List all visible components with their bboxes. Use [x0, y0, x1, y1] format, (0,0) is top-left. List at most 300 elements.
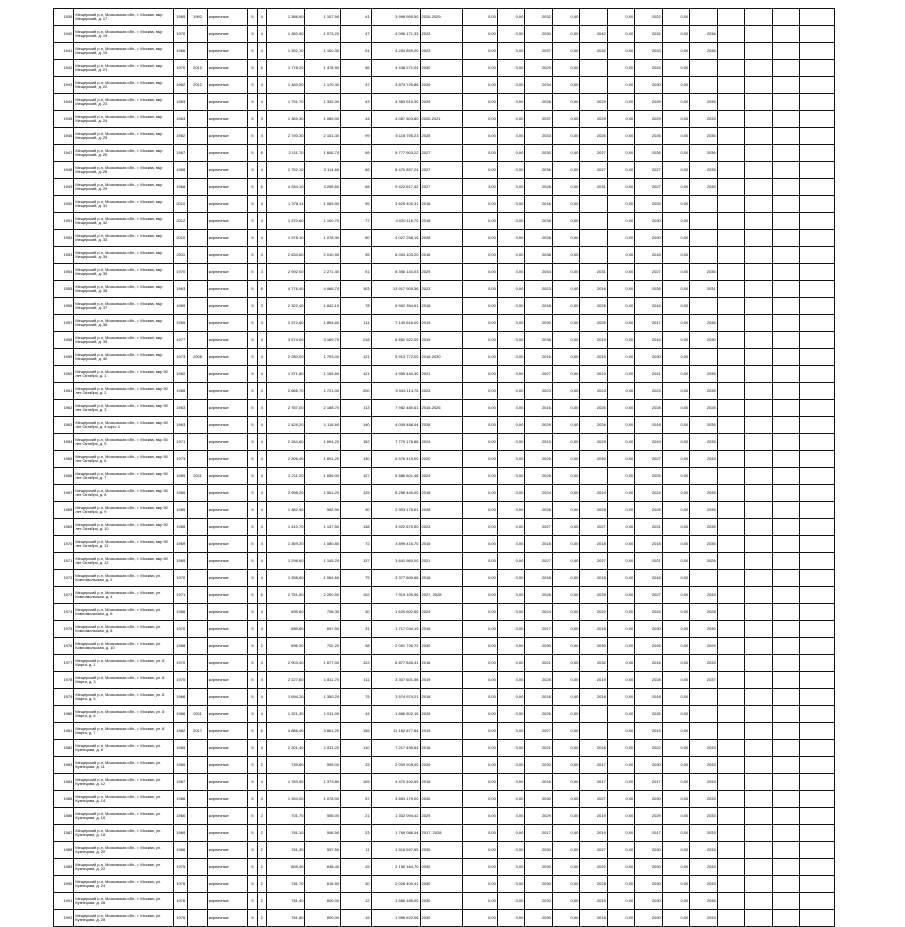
cell-empty — [717, 281, 744, 298]
cell-f9 — [690, 723, 717, 740]
cell-fl: 5 — [248, 145, 257, 162]
cell-f9: 2028 — [690, 604, 717, 621]
cell-f5: 2027 — [580, 162, 607, 179]
cell-en: 4 — [257, 689, 266, 706]
cell-cost: 6 004 103,20 — [371, 247, 420, 264]
cell-f2: 0,00 — [497, 162, 524, 179]
cell-y2 — [188, 315, 207, 332]
cell-f6: 0,00 — [607, 468, 634, 485]
cell-fl: 5 — [248, 264, 257, 281]
cell-f2: 0,00 — [497, 366, 524, 383]
cell-fl: 5 — [248, 808, 257, 825]
cell-f4: 0,00 — [552, 451, 579, 468]
cell-en: 4 — [257, 774, 266, 791]
cell-res: 95 — [341, 247, 372, 264]
cell-type: кирпичные — [207, 451, 248, 468]
cell-empty — [772, 655, 799, 672]
cell-n: 1964 — [54, 434, 74, 451]
cell-f3: 2028 — [525, 587, 552, 604]
cell-f8: 0,00 — [662, 876, 689, 893]
cell-years: 2030 — [420, 876, 463, 893]
cell-f6: 0,00 — [607, 60, 634, 77]
cell-cost: 6 576 419,00 — [371, 451, 420, 468]
cell-empty — [800, 723, 835, 740]
cell-f3: 2018 — [525, 298, 552, 315]
cell-f7: 2027 — [635, 264, 662, 281]
cell-f3: 2036 — [525, 162, 552, 179]
cell-y2 — [188, 451, 207, 468]
cell-en: 6 — [257, 281, 266, 298]
cell-f5: 2020 — [580, 859, 607, 876]
cell-f9 — [690, 230, 717, 247]
cell-empty — [745, 366, 772, 383]
cell-f7: 2024 — [635, 604, 662, 621]
cell-empty — [800, 468, 835, 485]
cell-f3: 2018 — [525, 196, 552, 213]
cell-f9: 2035 — [690, 94, 717, 111]
cell-f7: 2029 — [635, 111, 662, 128]
cell-years: 2024 — [420, 604, 463, 621]
cell-y1: 1965 — [174, 757, 188, 774]
cell-y2 — [188, 842, 207, 859]
cell-n: 1963 — [54, 417, 74, 434]
cell-empty — [772, 808, 799, 825]
cell-f5: 2026 — [580, 298, 607, 315]
cell-f3: 2017 — [525, 621, 552, 638]
cell-cost: 1 996 622,06 — [371, 910, 420, 927]
cell-y1: 1966 — [174, 604, 188, 621]
cell-f9: 2036 — [690, 264, 717, 281]
cell-years: 2023 — [420, 43, 463, 60]
cell-type: кирпичные — [207, 757, 248, 774]
cell-f9: 2035 — [690, 485, 717, 502]
cell-empty — [717, 536, 744, 553]
cell-f4: 0,00 — [552, 468, 579, 485]
cell-fl: 5 — [248, 519, 257, 536]
table-row — [54, 247, 835, 264]
table-row — [54, 162, 835, 179]
cell-en: 4 — [257, 213, 266, 230]
cell-f4: 0,00 — [552, 587, 579, 604]
cell-type: кирпичные — [207, 128, 248, 145]
cell-f2: 0,00 — [497, 859, 524, 876]
cell-a1: 1 778,20 — [266, 60, 305, 77]
cell-f1: 0,00 — [463, 145, 498, 162]
cell-f2: 0,00 — [497, 451, 524, 468]
cell-f6: 0,00 — [607, 247, 634, 264]
cell-n: 1985 — [54, 791, 74, 808]
cell-y2 — [188, 332, 207, 349]
cell-empty — [717, 128, 744, 145]
cell-f3: 2017 — [525, 825, 552, 842]
table-row — [54, 468, 835, 485]
cell-f1: 0,00 — [463, 60, 498, 77]
cell-f7: 2024 — [635, 485, 662, 502]
cell-years: 2016-2030 — [420, 349, 463, 366]
cell-y1: 1962 — [174, 128, 188, 145]
cell-years: 2030 — [420, 638, 463, 655]
cell-f8: 0,00 — [662, 94, 689, 111]
cell-f5: 2026 — [580, 128, 607, 145]
cell-addr: Мещерский р-н, Московская обл., г. Москва, мкр Мещерский, д. 19 — [74, 26, 174, 43]
cell-res: 105 — [341, 774, 372, 791]
cell-y1: 1965 — [174, 502, 188, 519]
cell-n: 1966 — [54, 468, 74, 485]
cell-en: 3 — [257, 298, 266, 315]
cell-empty — [717, 740, 744, 757]
cell-res: 78 — [341, 298, 372, 315]
cell-res: 72 — [341, 536, 372, 553]
cell-f3: 2026 — [525, 451, 552, 468]
cell-res: 156 — [341, 723, 372, 740]
cell-f7: 2022 — [635, 740, 662, 757]
cell-empty — [800, 740, 835, 757]
cell-f7: 2029 — [635, 808, 662, 825]
cell-empty — [800, 859, 835, 876]
cell-f9: 2036 — [690, 43, 717, 60]
cell-y2 — [188, 43, 207, 60]
cell-f1: 0,00 — [463, 281, 498, 298]
cell-addr: Мещерский р-н, Московская обл., г. Москва, мкр 50 лет Октября, д. 9 — [74, 502, 174, 519]
cell-y1: 1962 — [174, 77, 188, 94]
cell-fl: 5 — [248, 825, 257, 842]
table-row — [54, 128, 835, 145]
cell-f1: 0,00 — [463, 723, 498, 740]
cell-empty — [717, 417, 744, 434]
cell-cost: 1 769 086,44 — [371, 825, 420, 842]
cell-fl: 5 — [248, 213, 257, 230]
cell-f5: 2031 — [580, 179, 607, 196]
cell-f1: 0,00 — [463, 774, 498, 791]
cell-a1: 2 111,70 — [266, 145, 305, 162]
cell-empty — [800, 417, 835, 434]
cell-y2 — [188, 434, 207, 451]
cell-y2: 2017 — [188, 723, 207, 740]
cell-years: 2027 — [420, 145, 463, 162]
cell-en: 4 — [257, 43, 266, 60]
cell-fl: 5 — [248, 281, 257, 298]
cell-f6: 0,00 — [607, 281, 634, 298]
cell-fl: 5 — [248, 570, 257, 587]
cell-f8: 0,00 — [662, 553, 689, 570]
cell-addr: Мещерский р-н, Московская обл., г. Москва, мкр 50 лет Октября, д. 8 — [74, 485, 174, 502]
cell-f6: 0,00 — [607, 740, 634, 757]
cell-y2 — [188, 655, 207, 672]
cell-addr: Мещерский р-н, Московская обл., г. Москва, мкр Мещерский, д. 36 — [74, 281, 174, 298]
cell-n: 1976 — [54, 638, 74, 655]
cell-y2 — [188, 808, 207, 825]
cell-empty — [717, 230, 744, 247]
cell-cost: 11 182 877,64 — [371, 723, 420, 740]
cell-f4: 0,00 — [552, 315, 579, 332]
cell-years: 2029 — [420, 808, 463, 825]
cell-f6: 0,00 — [607, 859, 634, 876]
cell-years: 2030 — [420, 60, 463, 77]
cell-y2 — [188, 179, 207, 196]
cell-empty — [772, 876, 799, 893]
cell-y1: 1975 — [174, 672, 188, 689]
cell-empty — [745, 349, 772, 366]
cell-empty — [800, 706, 835, 723]
cell-res: 140 — [341, 417, 372, 434]
cell-empty — [772, 26, 799, 43]
cell-cost: 4 005 488,44 — [371, 417, 420, 434]
cell-addr: Мещерский р-н, Московская обл., г. Москва, ул. Кузнецова, д. 22 — [74, 859, 174, 876]
cell-f7: 2026 — [635, 706, 662, 723]
cell-f9: 2033 — [690, 808, 717, 825]
table-row — [54, 893, 835, 910]
cell-f9: 2033 — [690, 757, 717, 774]
cell-addr: Мещерский р-н, Московская обл., г. Москва, ул. 8 Марта, д. 5 — [74, 689, 174, 706]
cell-fl: 5 — [248, 655, 257, 672]
cell-f9: 2033 — [690, 791, 717, 808]
cell-f4: 0,00 — [552, 553, 579, 570]
cell-y2 — [188, 740, 207, 757]
cell-cost: 6 877 845,31 — [371, 655, 420, 672]
cell-cost: 4 383 910,30 — [371, 94, 420, 111]
cell-empty — [772, 366, 799, 383]
cell-empty — [717, 876, 744, 893]
cell-f2: 0,00 — [497, 502, 524, 519]
cell-n: 1970 — [54, 536, 74, 553]
cell-empty — [745, 94, 772, 111]
cell-f4: 0,00 — [552, 417, 579, 434]
cell-addr: Мещерский р-н, Московская обл., г. Москва, ул. Кузнецова, д. 20 — [74, 842, 174, 859]
cell-f4: 0,00 — [552, 162, 579, 179]
cell-empty — [772, 128, 799, 145]
cell-f5 — [580, 230, 607, 247]
cell-empty — [800, 230, 835, 247]
cell-empty — [717, 349, 744, 366]
cell-f2: 0,00 — [497, 876, 524, 893]
cell-res: 41 — [341, 9, 372, 26]
cell-f1: 0,00 — [463, 740, 498, 757]
cell-empty — [772, 553, 799, 570]
cell-f1: 0,00 — [463, 451, 498, 468]
cell-f7: 2017 — [635, 774, 662, 791]
cell-empty — [772, 740, 799, 757]
cell-f8: 0,00 — [662, 791, 689, 808]
cell-f6: 0,00 — [607, 774, 634, 791]
table-row — [54, 9, 835, 26]
cell-f3: 2029 — [525, 808, 552, 825]
cell-f5 — [580, 706, 607, 723]
cell-f8: 0,00 — [662, 77, 689, 94]
cell-a1: 4 776,40 — [266, 281, 305, 298]
cell-empty — [717, 77, 744, 94]
cell-f2: 0,00 — [497, 9, 524, 26]
cell-f2: 0,00 — [497, 400, 524, 417]
cell-a1: 1 791,70 — [266, 94, 305, 111]
table-row — [54, 179, 835, 196]
table-row — [54, 910, 835, 927]
cell-y2 — [188, 893, 207, 910]
cell-f8: 0,00 — [662, 315, 689, 332]
cell-addr: Мещерский р-н, Московская обл., г. Москва, мкр Мещерский, д. 32 — [74, 213, 174, 230]
table-row — [54, 434, 835, 451]
cell-f3: 2019 — [525, 434, 552, 451]
cell-cost: 8 470 897,24 — [371, 162, 420, 179]
cell-f3: 2023 — [525, 281, 552, 298]
cell-f8: 0,00 — [662, 757, 689, 774]
cell-empty — [717, 366, 744, 383]
cell-fl: 5 — [248, 43, 257, 60]
cell-empty — [745, 128, 772, 145]
cell-f3: 2030 — [525, 859, 552, 876]
cell-a2: 1 089,00 — [305, 111, 341, 128]
cell-empty — [745, 519, 772, 536]
cell-a2: 1 373,80 — [305, 774, 341, 791]
cell-a2: 1 116,60 — [305, 417, 341, 434]
cell-f1: 0,00 — [463, 689, 498, 706]
cell-a2: 1 793,00 — [305, 349, 341, 366]
cell-empty — [800, 519, 835, 536]
cell-a2: 1 100,70 — [305, 213, 341, 230]
cell-cost: 3 574 974,21 — [371, 689, 420, 706]
cell-empty — [745, 842, 772, 859]
cell-y2: 2011 — [188, 706, 207, 723]
cell-f3: 2028 — [525, 502, 552, 519]
cell-fl: 5 — [248, 740, 257, 757]
cell-res: 44 — [341, 111, 372, 128]
cell-years: 2028 — [420, 417, 463, 434]
cell-f9 — [690, 77, 717, 94]
cell-f2: 0,00 — [497, 315, 524, 332]
cell-empty — [772, 485, 799, 502]
cell-years: 2024 — [420, 468, 463, 485]
table-row — [54, 842, 835, 859]
cell-addr: Мещерский р-н, Московская обл., г. Москва, мкр Мещерский, д. 28 — [74, 162, 174, 179]
cell-y2: 1992 — [188, 9, 207, 26]
cell-cost: 5 913 772,00 — [371, 349, 420, 366]
cell-f1: 0,00 — [463, 9, 498, 26]
cell-a1: 2 903,40 — [266, 655, 305, 672]
cell-n: 1939 — [54, 9, 74, 26]
cell-f7: 2021 — [635, 553, 662, 570]
cell-a2: 1 137,50 — [305, 519, 341, 536]
cell-empty — [745, 604, 772, 621]
cell-addr: Мещерский р-н, Московская обл., г. Москва, мкр Мещерский, д. 22 — [74, 77, 174, 94]
cell-a1: 2 201,40 — [266, 740, 305, 757]
cell-a1: 761,30 — [266, 842, 305, 859]
cell-cost: 4 098 171,33 — [371, 26, 420, 43]
cell-f2: 0,00 — [497, 468, 524, 485]
cell-f5: 2018 — [580, 570, 607, 587]
cell-f8: 0,00 — [662, 740, 689, 757]
cell-f1: 0,00 — [463, 315, 498, 332]
cell-empty — [717, 145, 744, 162]
table-row — [54, 315, 835, 332]
cell-a1: 1 298,60 — [266, 553, 305, 570]
cell-f6: 0,00 — [607, 638, 634, 655]
register-rows — [54, 9, 835, 927]
cell-f4: 0,00 — [552, 876, 579, 893]
cell-f3: 2016 — [525, 349, 552, 366]
cell-years: 2018 — [420, 485, 463, 502]
cell-res: 33 — [341, 757, 372, 774]
cell-f1: 0,00 — [463, 842, 498, 859]
cell-a2: 1 478,90 — [305, 60, 341, 77]
cell-f2: 0,00 — [497, 672, 524, 689]
cell-empty — [717, 757, 744, 774]
cell-f7: 2025 — [635, 468, 662, 485]
cell-y2 — [188, 621, 207, 638]
cell-f7: 2030 — [635, 893, 662, 910]
cell-type: кирпичные — [207, 570, 248, 587]
cell-f7: 2029 — [635, 94, 662, 111]
cell-f3: 2029 — [525, 417, 552, 434]
cell-fl: 5 — [248, 502, 257, 519]
cell-fl: 5 — [248, 468, 257, 485]
cell-f4: 0,00 — [552, 434, 579, 451]
cell-f2: 0,00 — [497, 230, 524, 247]
cell-years: 2017, 2028 — [420, 825, 463, 842]
cell-type: кирпичные — [207, 893, 248, 910]
cell-f5: 2018 — [580, 910, 607, 927]
cell-fl: 5 — [248, 553, 257, 570]
cell-type: кирпичные — [207, 859, 248, 876]
cell-f1: 0,00 — [463, 706, 498, 723]
cell-f8: 0,00 — [662, 570, 689, 587]
cell-res: 138 — [341, 519, 372, 536]
cell-addr: Мещерский р-н, Московская обл., г. Москва, мкр Мещерский, д. 31 — [74, 196, 174, 213]
cell-addr: Мещерский р-н, Московская обл., г. Москва, мкр Мещерский, д. 25 — [74, 128, 174, 145]
cell-en: 2 — [257, 842, 266, 859]
cell-y2 — [188, 502, 207, 519]
cell-fl: 5 — [248, 315, 257, 332]
cell-n: 1954 — [54, 264, 74, 281]
cell-a2: 1 073,20 — [305, 26, 341, 43]
cell-addr: Мещерский р-н, Московская обл., г. Москва, мкр Мещерский, д. 40 — [74, 349, 174, 366]
cell-y1: 1969 — [174, 315, 188, 332]
cell-res: 95 — [341, 196, 372, 213]
cell-f9: 2033 — [690, 876, 717, 893]
cell-f4: 0,00 — [552, 485, 579, 502]
cell-empty — [745, 315, 772, 332]
cell-empty — [717, 604, 744, 621]
cell-f1: 0,00 — [463, 298, 498, 315]
cell-en: 4 — [257, 672, 266, 689]
cell-res: 57 — [341, 791, 372, 808]
cell-f6: 0,00 — [607, 349, 634, 366]
cell-f8: 0,00 — [662, 264, 689, 281]
cell-y2 — [188, 553, 207, 570]
cell-a2: 1 694,20 — [305, 434, 341, 451]
cell-fl: 5 — [248, 26, 257, 43]
cell-y1: 1970 — [174, 60, 188, 77]
cell-fl: 5 — [248, 60, 257, 77]
table-row — [54, 638, 835, 655]
cell-a1: 1 369,20 — [266, 536, 305, 553]
cell-addr: Мещерский р-н, Московская обл., г. Москва, мкр Мещерский, д. 29 — [74, 179, 174, 196]
cell-f5: 2023 — [580, 383, 607, 400]
cell-type: кирпичные — [207, 553, 248, 570]
cell-n: 1945 — [54, 111, 74, 128]
cell-res: 125 — [341, 485, 372, 502]
cell-a1: 2 372,60 — [266, 315, 305, 332]
cell-f3: 2027 — [525, 723, 552, 740]
cell-empty — [800, 604, 835, 621]
cell-fl: 5 — [248, 366, 257, 383]
cell-addr: Мещерский р-н, Московская обл., г. Москва, мкр Мещерский, д. 26 — [74, 145, 174, 162]
cell-f6: 0,00 — [607, 264, 634, 281]
cell-f5: 2017 — [580, 774, 607, 791]
cell-empty — [800, 145, 835, 162]
cell-f2: 0,00 — [497, 332, 524, 349]
cell-empty — [772, 570, 799, 587]
cell-years: 2018 — [420, 689, 463, 706]
cell-f3: 2028 — [525, 94, 552, 111]
